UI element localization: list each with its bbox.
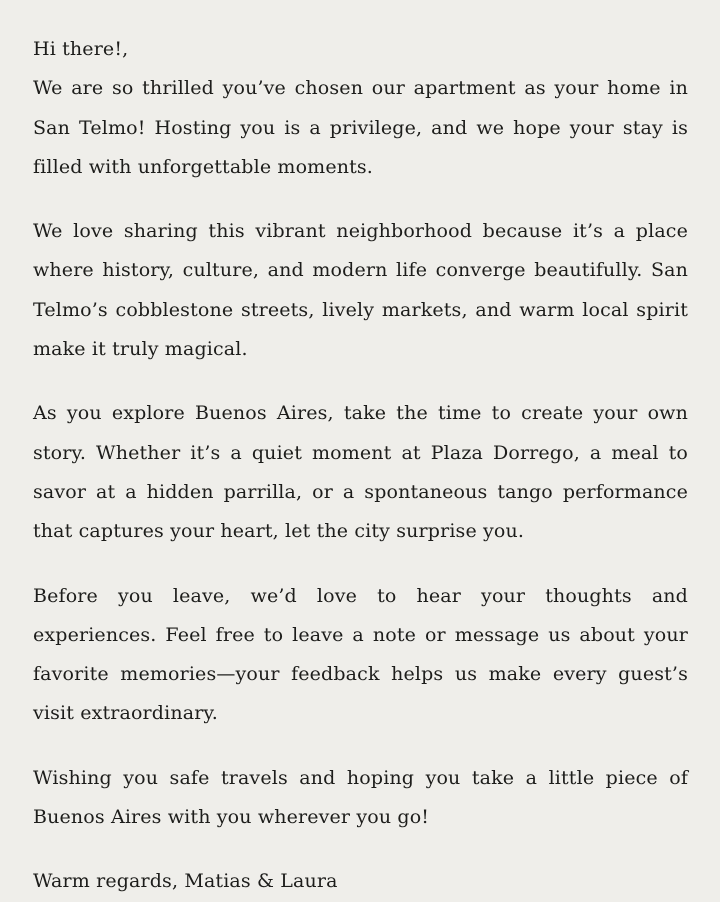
letter-greeting: Hi there!, [33, 38, 129, 60]
letter-paragraph-feedback: Before you leave, we’d love to hear your thoughts and experiences. Feel free to leave a note or message us about your favorite memories—your feedback helps us make every guest’s visit extraordinary. [33, 584, 688, 725]
letter-paragraph-explore: As you explore Buenos Aires, take the time to create your own story. Whether it’s a quiet moment at Plaza Dorrego, a meal to savor at a hidden parrilla, or a spontaneous tango performance that captures your heart, let the city surprise you. [33, 402, 688, 543]
letter-paragraph-farewell: Wishing you safe travels and hoping you take a little piece of Buenos Aires with you wherever you go! [33, 766, 688, 829]
letter-paragraph-welcome: We are so thrilled you’ve chosen our apartment as your home in San Telmo! Hosting you is a privilege, and we hope your stay is filled with unforgettable moments. [33, 77, 688, 178]
letter-signoff: Warm regards, Matias & Laura [33, 870, 338, 893]
letter-paragraph-neighborhood: We love sharing this vibrant neighborhood because it’s a place where history, culture, and modern life converge beautifully. San Telmo’s cobblestone streets, lively markets, and warm local spirit make it truly magical. [33, 220, 688, 361]
